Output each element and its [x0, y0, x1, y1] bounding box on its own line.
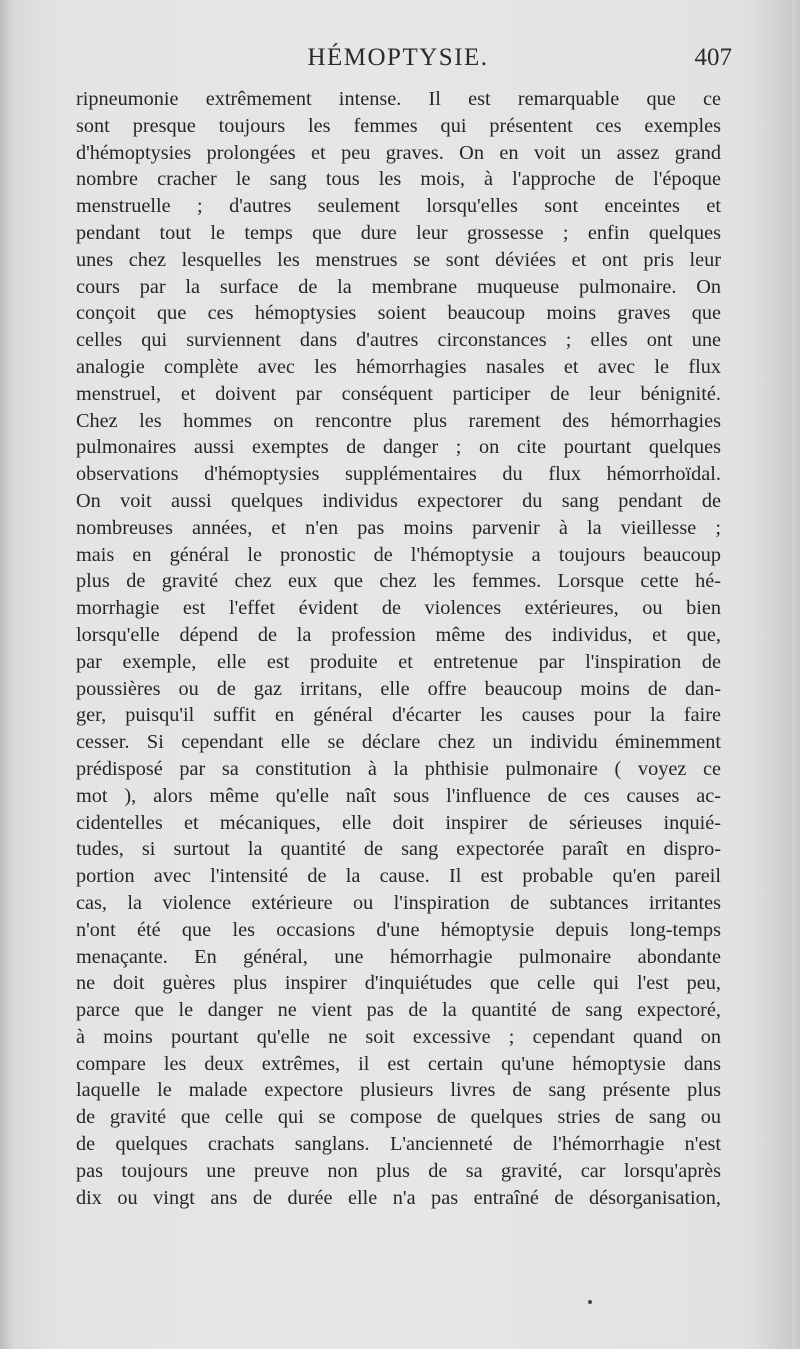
text-line: ger, puisqu'il suffit en général d'écarter les causes pour la faire: [76, 704, 721, 727]
text-line: prédisposé par sa constitution à la phthisie pulmonaire ( voyez ce: [76, 757, 721, 780]
ink-speck: [588, 1300, 592, 1304]
text-line: d'hémoptysies prolongées et peu graves. On en voit un assez grand: [76, 141, 721, 164]
text-line: à moins pourtant qu'elle ne soit excessive ; cependant quand on: [76, 1025, 721, 1048]
text-line: pendant tout le temps que dure leur grossesse ; enfin quelques: [76, 221, 721, 244]
running-head: HÉMOPTYSIE.: [307, 44, 489, 71]
text-line: nombreuses années, et n'en pas moins parvenir à la vieillesse ;: [76, 516, 721, 539]
text-line: parce que le danger ne vient pas de la quantité de sang expectoré,: [76, 999, 721, 1022]
text-line: celles qui surviennent dans d'autres circonstances ; elles ont une: [76, 329, 721, 352]
paper-edge-shading: [752, 0, 792, 1349]
page-number: 407: [694, 44, 732, 71]
text-line: de quelques crachats sanglans. L'ancienneté de l'hémorrhagie n'est: [76, 1133, 721, 1156]
text-line: menstruelle ; d'autres seulement lorsqu'elles sont enceintes et: [76, 195, 721, 218]
text-line: menstruel, et doivent par conséquent participer de leur bénignité.: [76, 382, 721, 405]
text-line: mais en général le pronostic de l'hémoptysie a toujours beaucoup: [76, 543, 721, 566]
text-line: tudes, si surtout la quantité de sang expectorée paraît en dispro-: [76, 838, 721, 861]
page-header: [76, 44, 732, 84]
text-line: On voit aussi quelques individus expectorer du sang pendant de: [76, 489, 721, 512]
text-line: plus de gravité chez eux que chez les femmes. Lorsque cette hé-: [76, 570, 721, 593]
text-line: analogie complète avec les hémorrhagies nasales et avec le flux: [76, 355, 721, 378]
text-line: pulmonaires aussi exemptes de danger ; on cite pourtant quelques: [76, 436, 721, 459]
text-line: pas toujours une preuve non plus de sa gravité, car lorsqu'après: [76, 1159, 721, 1182]
text-line: Chez les hommes on rencontre plus rarement des hémorrhagies: [76, 409, 721, 432]
text-line: portion avec l'intensité de la cause. Il est probable qu'en pareil: [76, 865, 721, 888]
body-text: [76, 86, 721, 1211]
text-line: n'ont été que les occasions d'une hémoptysie depuis long-temps: [76, 918, 721, 941]
text-line: cours par la surface de la membrane muqueuse pulmonaire. On: [76, 275, 721, 298]
text-line: dix ou vingt ans de durée elle n'a pas entraîné de désorganisation,: [76, 1186, 721, 1209]
text-line: cas, la violence extérieure ou l'inspiration de subtances irritantes: [76, 891, 721, 914]
text-line: cidentelles et mécaniques, elle doit inspirer de sérieuses inquié-: [76, 811, 721, 834]
text-line: poussières ou de gaz irritans, elle offre beaucoup moins de dan-: [76, 677, 721, 700]
text-line: cesser. Si cependant elle se déclare chez un individu éminemment: [76, 731, 721, 754]
text-line: conçoit que ces hémoptysies soient beaucoup moins graves que: [76, 302, 721, 325]
text-line: mot ), alors même qu'elle naît sous l'influence de ces causes ac-: [76, 784, 721, 807]
text-line: sont presque toujours les femmes qui présentent ces exemples: [76, 114, 721, 137]
text-line: par exemple, elle est produite et entretenue par l'inspiration de: [76, 650, 721, 673]
text-line: unes chez lesquelles les menstrues se sont déviées et ont pris leur: [76, 248, 721, 271]
text-line: laquelle le malade expectore plusieurs livres de sang présente plus: [76, 1079, 721, 1102]
text-line: ne doit guères plus inspirer d'inquiétudes que celle qui l'est peu,: [76, 972, 721, 995]
text-line: de gravité que celle qui se compose de quelques stries de sang ou: [76, 1106, 721, 1129]
text-line: lorsqu'elle dépend de la profession même des individus, et que,: [76, 623, 721, 646]
text-line: compare les deux extrêmes, il est certain qu'une hémoptysie dans: [76, 1052, 721, 1075]
text-line: nombre cracher le sang tous les mois, à l'approche de l'époque: [76, 168, 721, 191]
text-line: ripneumonie extrêmement intense. Il est remarquable que ce: [76, 88, 721, 110]
text-line: morrhagie est l'effet évident de violences extérieures, ou bien: [76, 597, 721, 620]
text-line: menaçante. En général, une hémorrhagie pulmonaire abondante: [76, 945, 721, 968]
text-line: observations d'hémoptysies supplémentaires du flux hémorrhoïdal.: [76, 463, 721, 486]
